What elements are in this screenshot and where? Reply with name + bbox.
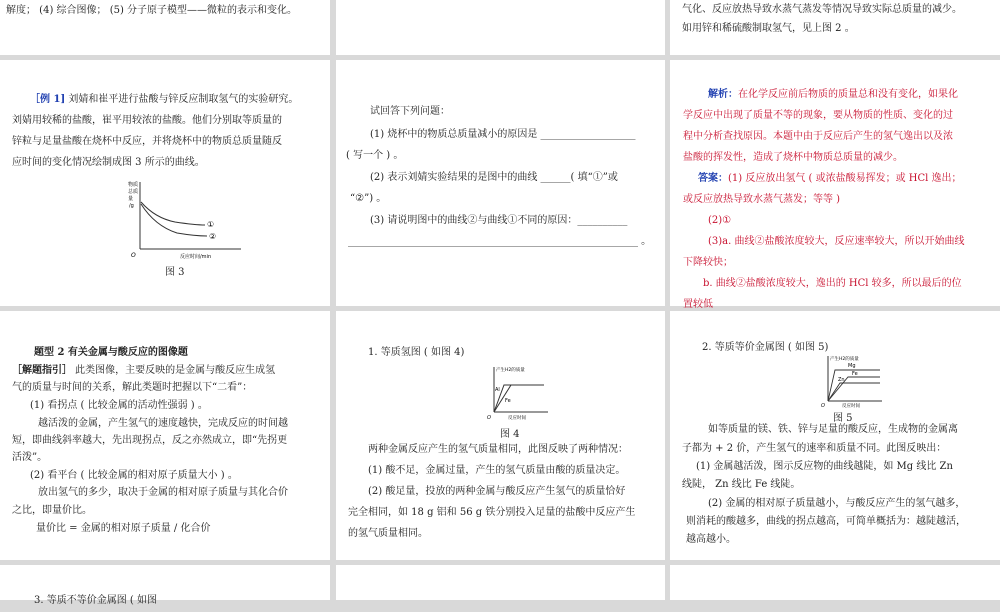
text-line: 越活泼的金属，产生氢气的速度越快，完成反应的时间越 xyxy=(38,418,288,429)
panel-type2 xyxy=(0,311,330,560)
panel-solution xyxy=(670,60,1000,310)
y-axis-label: 物质 xyxy=(128,182,139,188)
text-line: 解度； (4) 综合图像； (5) 分子原子模型——微粒的表示和变化。 xyxy=(6,5,298,16)
text-line: (2) 金属的相对原子质量越小，与酸反应产生的氢气越多， xyxy=(708,498,966,509)
text-line: 刘婧用较稀的盐酸，崔平用较浓的盐酸。他们分别取等质量的 xyxy=(12,115,282,126)
zn-label: Zn xyxy=(838,377,845,383)
text-line: 越高越小。 xyxy=(686,534,736,545)
curve-2 xyxy=(141,204,207,236)
panel-equal-hydrogen xyxy=(336,311,665,560)
text-line: 量价比 = 金属的相对原子质量 / 化合价 xyxy=(36,523,211,534)
figure-caption: 图 5 xyxy=(833,413,853,424)
text-line: 放出氢气的多少，取决于金属的相对原子质量与其化合价 xyxy=(38,487,288,498)
panel-top-right xyxy=(670,0,1000,55)
x-axis-label: 反应时间 xyxy=(842,404,860,409)
guide-text: 此类图像，主要反映的是金属与酸反应生成氢 xyxy=(72,365,276,376)
analysis-text: 在化学反应前后物质的质量总和没有变化，如果化 xyxy=(738,89,958,100)
text-line: b. 曲线②盐酸浓度较大，逸出的 HCl 较多，所以最后的位 xyxy=(703,278,962,289)
panel-example-1 xyxy=(0,60,330,306)
text-line: 锌粒与足量盐酸在烧杯中反应，并将烧杯中的物质总质量随反 xyxy=(12,136,282,147)
fe-label: Fe xyxy=(852,371,858,377)
text-line: 盐酸的挥发性，造成了烧杯中物质总质量的减少。 xyxy=(683,152,903,163)
section-title: 1. 等质氢图 ( 如图 4) xyxy=(368,347,465,358)
example-tag: ［例 1] xyxy=(30,94,66,105)
text-line: 线陡， Zn 线比 Fe 线陡。 xyxy=(682,479,801,490)
origin-label: O xyxy=(821,403,825,409)
text-line: (3)a. 曲线②盐酸浓度较大，反应速率较大，所以开始曲线 xyxy=(708,236,965,247)
text-line: 置较低 xyxy=(683,299,713,310)
panel-bottom-middle xyxy=(336,565,665,600)
y-axis-label: 产生H2的质量 xyxy=(496,368,525,373)
text-line xyxy=(708,85,958,106)
text-line: 完全相同，如 18 g 铝和 56 g 铁分别投入足量的盐酸中反应产生 xyxy=(348,507,636,518)
figure-5 xyxy=(818,353,888,408)
curve-2-label: ② xyxy=(209,232,217,241)
text-line: 如等质量的镁、铁、锌与足量的酸反应，生成物的金属离 xyxy=(708,424,958,435)
text-line: 活泼”。 xyxy=(12,452,48,463)
example-text: 刘婧和崔平进行盐酸与锌反应制取氢气的实验研究。 xyxy=(65,94,299,105)
text-line: 气化、反应放热导致水蒸气蒸发等情况导致实际总质量的减少。 xyxy=(682,4,962,15)
text-line: (3) 请说明图中的曲线②与曲线①不同的原因：__________ xyxy=(370,215,628,226)
text-line: ( 写一个 ) 。 xyxy=(346,150,404,161)
line-al xyxy=(494,385,544,412)
text-line: 应时间的变化情况绘制成图 3 所示的曲线。 xyxy=(12,157,205,168)
text-line: 气的质量与时间的关系，解此类题时把握以下“二看”： xyxy=(12,382,253,393)
panel-top-left xyxy=(0,0,330,55)
figure-3 xyxy=(125,178,245,260)
al-label: Al xyxy=(495,387,500,393)
text-line: 则消耗的酸越多，曲线的拐点越高，可简单概括为：越陡越活， xyxy=(686,516,966,527)
curve-1 xyxy=(141,202,205,225)
text-line: (2) 酸足量，投放的两种金属与酸反应产生氢气的质量恰好 xyxy=(368,486,626,497)
curve-1-label: ① xyxy=(207,220,215,229)
y-axis-label: 总质 xyxy=(128,189,139,195)
figure-4 xyxy=(484,364,554,422)
text-line: (1) 看拐点 ( 比较金属的活动性强弱 ) 。 xyxy=(30,400,208,411)
text-line: (2) 看平台 ( 比较金属的相对原子质量大小 ) 。 xyxy=(30,470,238,481)
text-line: 的氢气质量相同。 xyxy=(348,528,428,539)
text-line xyxy=(698,169,962,190)
text-line: 试回答下列问题： xyxy=(370,106,450,117)
section-title: 2. 等质等价金属图 ( 如图 5) xyxy=(702,342,829,353)
text-line xyxy=(30,90,298,111)
text-line: 两种金属反应产生的氢气质量相同，此图反映了两种情况： xyxy=(368,444,628,455)
text-line: (1) 烧杯中的物质总质量减小的原因是 ___________________ xyxy=(370,129,636,140)
analysis-label: 解析： xyxy=(708,89,738,100)
answer-label: 答案： xyxy=(698,173,728,184)
panel-equal-metal xyxy=(670,311,1000,560)
panel-top-middle xyxy=(336,0,665,55)
figure-caption: 图 4 xyxy=(500,429,520,440)
text-line: 子都为 + 2 价，产生氢气的速率和质量不同。此图反映出： xyxy=(682,443,947,454)
text-line: __________________________________________________________ 。 xyxy=(348,236,652,247)
text-line: 之比，即量价比。 xyxy=(12,505,92,516)
origin-label: O xyxy=(487,415,491,421)
text-line: “②”) 。 xyxy=(350,193,387,204)
panel-bottom-right xyxy=(670,565,1000,600)
text-line: 下降较快； xyxy=(683,257,733,268)
text-line: 或反应放热导致水蒸气蒸发；等等 ) xyxy=(683,194,841,205)
panel-questions xyxy=(336,60,665,306)
origin-label: O xyxy=(131,252,136,259)
text-line: 学反应中出现了质量不等的现象，要从物质的性质、变化的过 xyxy=(683,110,953,121)
text-line: (2) 表示刘婧实验结果的是图中的曲线 ______( 填“①”或 xyxy=(370,172,618,183)
answer-text: (1) 反应放出氢气 ( 或浓盐酸易挥发；或 HCl 逸出； xyxy=(728,173,962,184)
figure-caption: 图 3 xyxy=(165,267,185,278)
y-axis-label: 量 xyxy=(128,196,134,202)
section-title: 题型 2 有关金属与酸反应的图像题 xyxy=(34,347,188,358)
text-line: (1) 酸不足，金属过量，产生的氢气质量由酸的质量决定。 xyxy=(368,465,626,476)
mg-label: Mg xyxy=(848,363,856,369)
y-axis-label: /g xyxy=(129,203,134,209)
x-axis-label: 反应时间 xyxy=(508,416,526,421)
guide-tag: ［解题指引］ xyxy=(12,365,72,376)
text-line: (1) 金属越活泼，图示反应物的曲线越陡，如 Mg 线比 Zn xyxy=(696,461,953,472)
panel-bottom-left xyxy=(0,565,330,606)
text-line: 短，即曲线斜率越大，先出现拐点，反之亦然成立，即“先拐更 xyxy=(12,435,288,446)
section-title: 3. 等质不等价金属图 ( 如图 xyxy=(34,595,157,606)
x-axis-label: 反应时间/min xyxy=(180,254,212,260)
fe-label: Fe xyxy=(505,398,511,404)
text-line: 如用锌和稀硫酸制取氢气，见上图 2 。 xyxy=(682,23,855,34)
text-line: 程中分析查找原因。本题中由于反应后产生的氢气逸出以及浓 xyxy=(683,131,953,142)
y-axis-label: 产生H2的质量 xyxy=(830,357,859,362)
text-line: (2)① xyxy=(708,215,732,226)
